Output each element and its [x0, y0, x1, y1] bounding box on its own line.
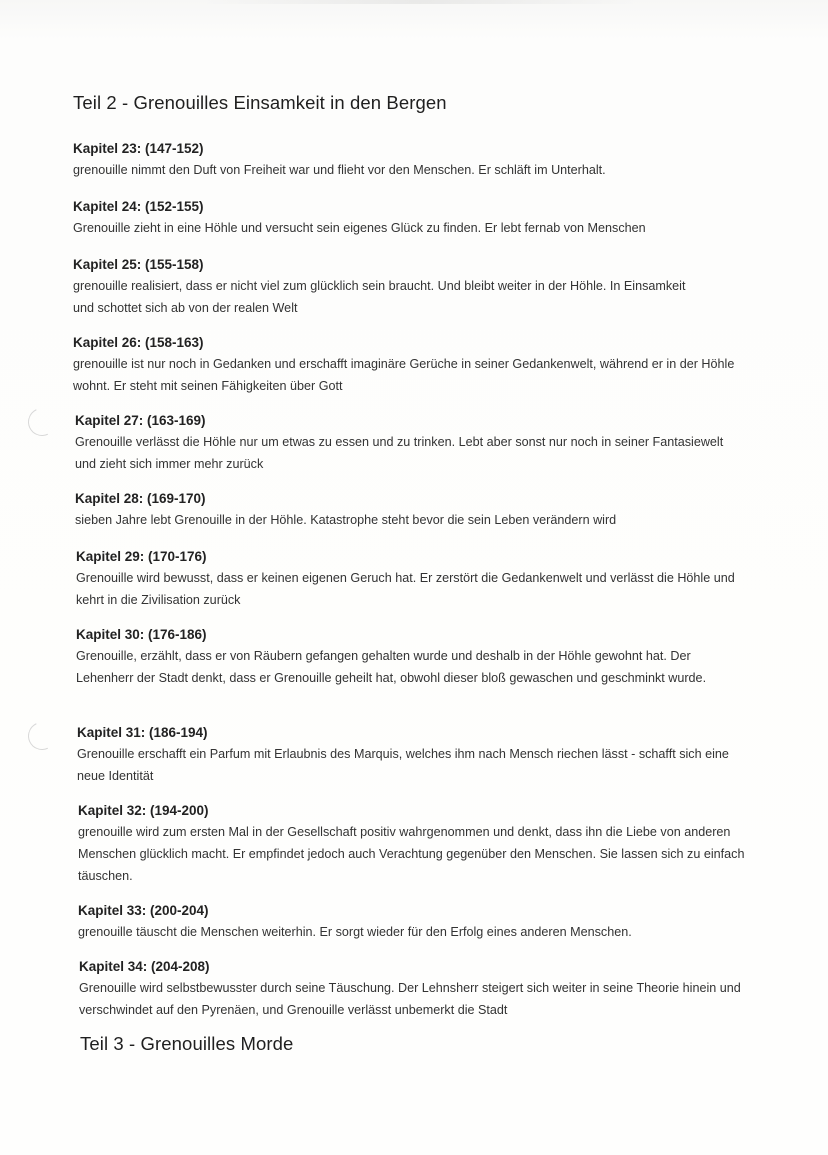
chapter-title: Kapitel 33: (200-204)	[78, 903, 209, 918]
chapter-block	[73, 256, 693, 319]
chapter-title: Kapitel 29: (170-176)	[76, 549, 207, 564]
chapter-block	[73, 198, 753, 239]
chapter-block	[78, 802, 758, 887]
chapter-block	[77, 724, 757, 787]
scan-bleed-through	[200, 0, 640, 4]
chapter-block	[73, 140, 753, 181]
chapter-title: Kapitel 31: (186-194)	[77, 725, 208, 740]
chapter-summary: grenouille nimmt den Duft von Freiheit war und flieht vor den Menschen. Er schläft im Unterhalt.	[73, 163, 606, 177]
chapter-summary: grenouille realisiert, dass er nicht viel zum glücklich sein braucht. Und bleibt weiter in der Höhle. In Einsamkeit und schottet sich ab von der realen Welt	[73, 279, 686, 315]
chapter-summary: grenouille wird zum ersten Mal in der Gesellschaft positiv wahrgenommen und denkt, dass ihn die Liebe von anderen Menschen glücklich macht. Er empfindet jedoch auch Verachtung gegenüber den Menschen. Sie lassen sich zu einfach täuschen.	[78, 825, 745, 883]
chapter-title: Kapitel 23: (147-152)	[73, 141, 204, 156]
chapter-block	[78, 902, 758, 943]
chapter-title: Kapitel 24: (152-155)	[73, 199, 204, 214]
chapter-summary: Grenouille verlässt die Höhle nur um etwas zu essen und zu trinken. Lebt aber sonst nur noch in seiner Fantasiewelt und zieht sich immer mehr zurück	[75, 435, 724, 471]
chapter-title: Kapitel 32: (194-200)	[78, 803, 209, 818]
punch-hole-mark	[24, 404, 60, 440]
chapter-block	[79, 958, 759, 1021]
chapter-summary: Grenouille wird selbstbewusster durch seine Täuschung. Der Lehnsherr steigert sich weiter in seine Theorie hinein und verschwindet auf den Pyrenäen, und Grenouille verlässt unbemerkt die Stadt	[79, 981, 741, 1017]
chapter-title: Kapitel 27: (163-169)	[75, 413, 206, 428]
next-section-heading: Teil 3 - Grenouilles Morde	[80, 1033, 294, 1054]
chapter-summary: Grenouille, erzählt, dass er von Räubern gefangen gehalten wurde und deshalb in der Höhle gewohnt hat. Der Lehenherr der Stadt denkt, dass er Grenouille geheilt hat, obwohl dieser bloß gewaschen und geschminkt wurde.	[76, 649, 707, 685]
chapter-summary: grenouille täuscht die Menschen weiterhin. Er sorgt wieder für den Erfolg eines anderen Menschen.	[78, 925, 632, 939]
chapter-block	[75, 490, 755, 531]
chapter-title: Kapitel 28: (169-170)	[75, 491, 206, 506]
chapter-summary: sieben Jahre lebt Grenouille in der Höhle. Katastrophe steht bevor die sein Leben verändern wird	[75, 513, 617, 527]
chapter-summary: Grenouille wird bewusst, dass er keinen eigenen Geruch hat. Er zerstört die Gedankenwelt und verlässt die Höhle und kehrt in die Zivilisation zurück	[76, 571, 735, 607]
chapter-title: Kapitel 30: (176-186)	[76, 627, 207, 642]
chapter-summary: Grenouille erschafft ein Parfum mit Erlaubnis des Marquis, welches ihm nach Mensch riechen lässt - schafft sich eine neue Identität	[77, 747, 729, 783]
section-heading: Teil 2 - Grenouilles Einsamkeit in den Bergen	[73, 92, 447, 113]
chapter-title: Kapitel 26: (158-163)	[73, 335, 204, 350]
chapter-block	[76, 548, 766, 611]
chapter-title: Kapitel 34: (204-208)	[79, 959, 210, 974]
chapter-block	[76, 626, 741, 689]
chapter-summary: grenouille ist nur noch in Gedanken und erschafft imaginäre Gerüche in seiner Gedankenwelt, während er in der Höhle wohnt. Er steht mit seinen Fähigkeiten über Gott	[73, 357, 735, 393]
chapter-block	[73, 334, 753, 397]
chapter-title: Kapitel 25: (155-158)	[73, 257, 204, 272]
chapter-summary: Grenouille zieht in eine Höhle und versucht sein eigenes Glück zu finden. Er lebt fernab von Menschen	[73, 221, 646, 235]
punch-hole-mark	[24, 718, 60, 754]
chapter-block	[75, 412, 745, 475]
